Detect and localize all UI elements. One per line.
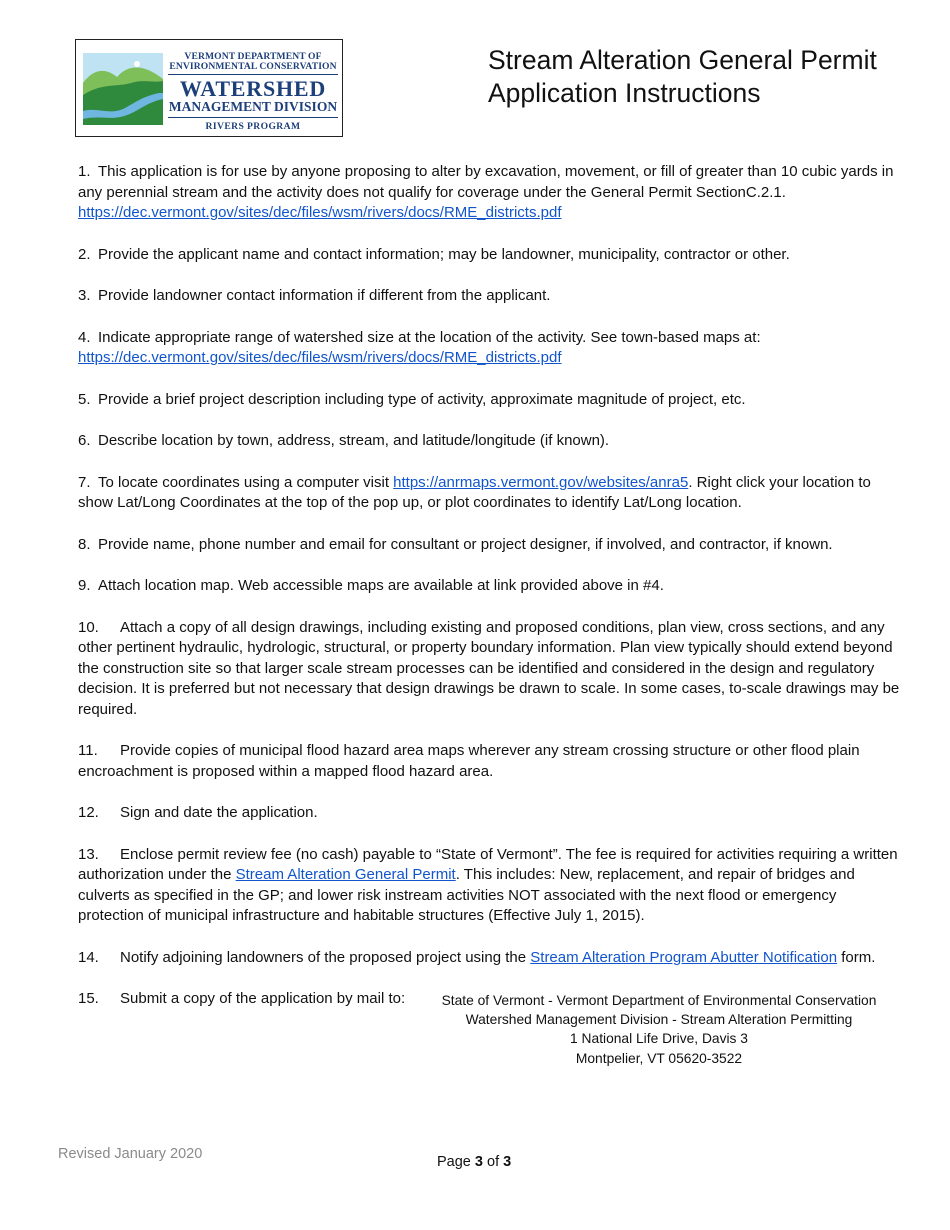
instruction-5 (78, 390, 900, 411)
address-line-1: State of Vermont - Vermont Department of Environmental Conservation (441, 993, 877, 1008)
instruction-2 (78, 245, 900, 266)
instruction-4 (78, 328, 900, 369)
title-line-1: Stream Alteration General Permit (488, 45, 877, 75)
instruction-11 (78, 741, 900, 782)
logo-line-2: ENVIRONMENTAL CONSERVATION (168, 62, 338, 75)
item-text-cont: . This includes: New, replacement, and repair of bridges and culverts as specified in the GP; and lower risk instream activities NOT associated with the next flood or emergency protection of municipal infrastructure and habitable structures (Effective July 1, 2015). (78, 866, 855, 924)
item-text: Submit a copy of the application by mail to: (120, 990, 406, 1007)
item-text: Provide name, phone number and email for consultant or project designer, if involved, and contractor, if known. (98, 535, 833, 553)
address-line-3: 1 National Life Drive, Davis 3 (570, 1031, 748, 1047)
item-number: 15. (78, 990, 99, 1007)
title-line-2: Application Instructions (488, 78, 761, 108)
logo-line-1: VERMONT DEPARTMENT OF (184, 51, 322, 62)
page-of: of (487, 1154, 500, 1170)
item-number: 1. (78, 163, 91, 180)
rme-districts-link[interactable]: https://dec.vermont.gov/sites/dec/files/wsm/rivers/docs/RME_districts.pdf (78, 204, 562, 221)
item-text: Provide the applicant name and contact information; may be landowner, municipality, contractor or other. (98, 245, 790, 263)
item-number: 7. (78, 473, 91, 491)
instruction-15 (78, 989, 900, 1066)
item-number: 5. (78, 390, 91, 408)
address-line-2: Watershed Management Division - Stream Alteration Permitting (465, 1012, 853, 1028)
river-landscape-icon (83, 53, 163, 125)
instruction-15-lead (78, 989, 405, 1010)
item-text: Provide copies of municipal flood hazard area maps wherever any stream crossing structure or other flood plain encroachment is proposed within a mapped flood hazard area. (78, 742, 860, 780)
item-number: 8. (78, 535, 91, 553)
item-text-cont: . Right click your location to show Lat/Long Coordinates at the top of the pop up, or plot coordinates to identify Lat/Long location. (78, 473, 871, 511)
instruction-14 (78, 948, 900, 969)
item-text: This application is for use by anyone proposing to alter by excavation, movement, or fill of greater than 10 cubic yards in any perennial stream and the activity does not qualify for coverage under the General Permit SectionC.2.1. (78, 163, 894, 201)
general-permit-link[interactable]: Stream Alteration General Permit (235, 866, 456, 883)
town-maps-link[interactable]: https://dec.vermont.gov/sites/dec/files/wsm/rivers/docs/RME_districts.pdf (78, 349, 562, 366)
item-text: Provide a brief project description including type of activity, approximate magnitude of project, etc. (98, 390, 746, 408)
logo-line-3: WATERSHED (179, 76, 327, 101)
page-title (488, 44, 928, 110)
instruction-9 (78, 576, 900, 597)
logo-wordmark (168, 52, 338, 133)
anr-maps-link[interactable]: https://anrmaps.vermont.gov/websites/anra5 (393, 473, 689, 491)
item-text: Attach location map. Web accessible maps are available at link provided above in #4. (98, 577, 664, 594)
item-text: Enclose permit review fee (no cash) payable to “State of Vermont”. The fee is required for activities requiring a written authorization under the (78, 845, 898, 883)
page-total: 3 (503, 1154, 512, 1170)
instruction-8 (78, 535, 900, 556)
item-number: 13. (78, 845, 99, 863)
item-number: 3. (78, 287, 91, 304)
item-number: 12. (78, 804, 99, 821)
instructions-list (78, 162, 900, 1080)
item-text-cont: form. (841, 948, 876, 966)
instruction-12 (78, 803, 900, 824)
mailing-address (430, 991, 888, 1068)
watershed-logo (75, 39, 343, 137)
instruction-6 (78, 431, 900, 452)
instruction-7 (78, 473, 900, 514)
item-number: 14. (78, 948, 99, 966)
instruction-1 (78, 162, 900, 224)
item-number: 10. (78, 618, 99, 636)
item-number: 4. (78, 328, 91, 346)
revision-date: Revised January 2020 (58, 1146, 203, 1162)
item-number: 6. (78, 432, 91, 449)
item-text: Notify adjoining landowners of the proposed project using the (120, 948, 527, 966)
page-number (437, 1154, 511, 1170)
item-number: 11. (78, 742, 98, 759)
instruction-13 (78, 845, 900, 927)
logo-line-4: MANAGEMENT DIVISION (168, 100, 338, 118)
item-text: Indicate appropriate range of watershed size at the location of the activity. See town-based maps at: (98, 328, 761, 346)
item-number: 9. (78, 577, 91, 594)
instruction-3 (78, 286, 900, 307)
item-text: To locate coordinates using a computer visit (98, 473, 389, 491)
page-word: Page (437, 1154, 471, 1170)
item-text: Attach a copy of all design drawings, including existing and proposed conditions, plan view, cross sections, and any other pertinent hydraulic, hydrologic, structural, or property boundary information. Plan view typically should extend beyond the construction site so that larger scale stream processes can be identified and considered in the design and regulatory decision. It is preferred but not necessary that design drawings be drawn to scale. In some cases, to-scale drawings may be required. (78, 618, 900, 718)
item-text: Provide landowner contact information if different from the applicant. (98, 287, 551, 304)
page-current: 3 (474, 1154, 483, 1170)
item-text: Describe location by town, address, stream, and latitude/longitude (if known). (98, 432, 610, 449)
abutter-notification-link[interactable]: Stream Alteration Program Abutter Notification (530, 948, 838, 966)
item-text: Sign and date the application. (120, 804, 318, 821)
instruction-10 (78, 618, 900, 721)
logo-line-5: RIVERS PROGRAM (205, 121, 301, 132)
item-number: 2. (78, 245, 91, 263)
address-line-4: Montpelier, VT 05620-3522 (575, 1050, 743, 1066)
